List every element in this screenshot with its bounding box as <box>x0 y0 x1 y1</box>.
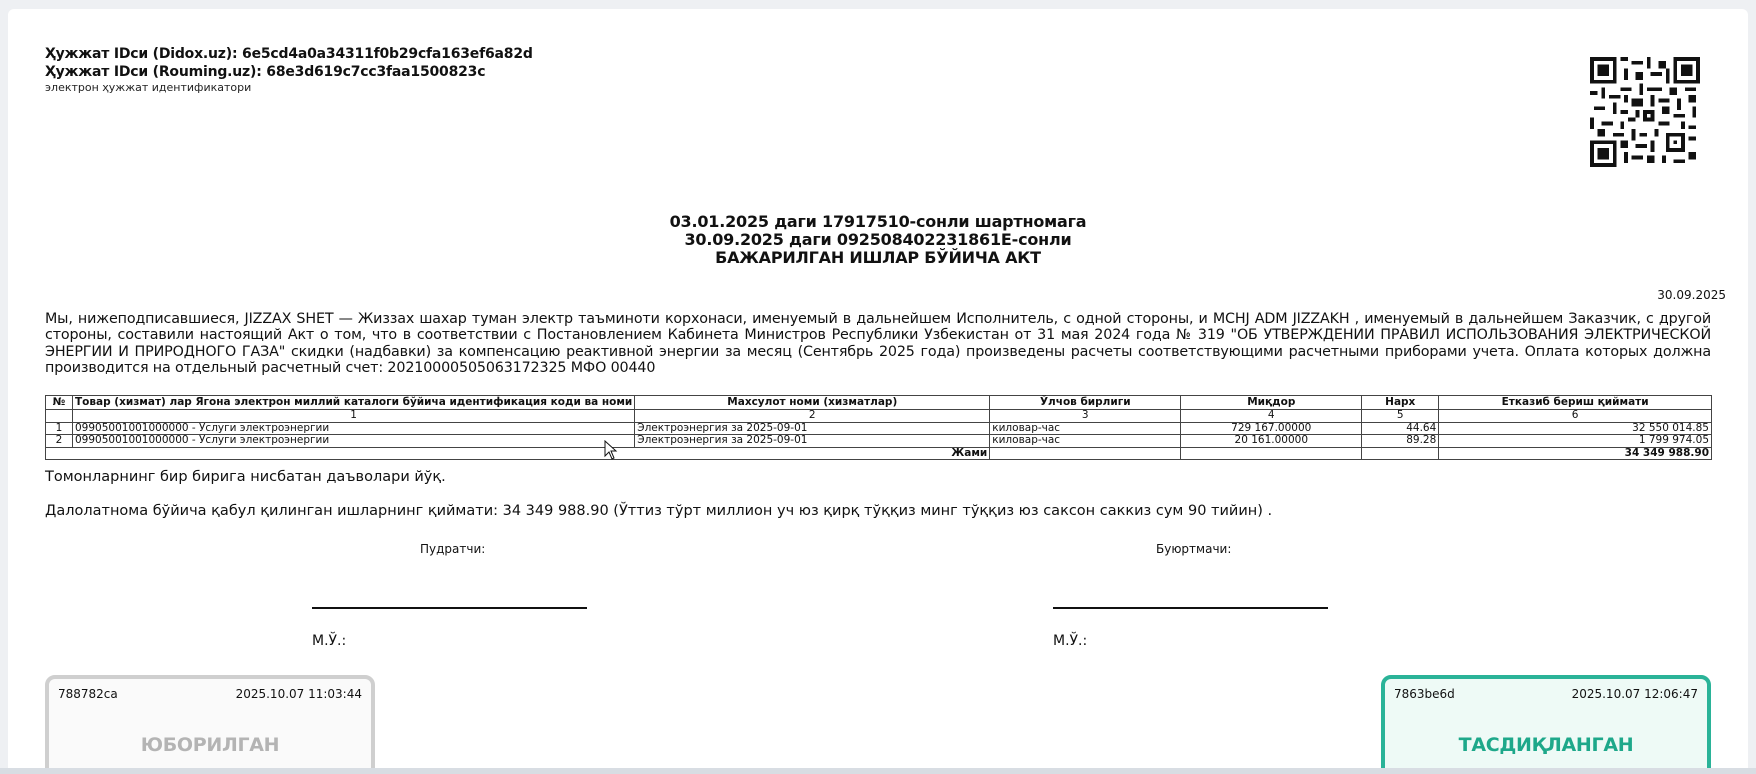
col-header-qty: Миқдор <box>1181 396 1362 410</box>
row-price: 89.28 <box>1362 435 1439 448</box>
col-header-price: Нарх <box>1362 396 1439 410</box>
approved-stamp-timestamp: 2025.10.07 12:06:47 <box>1571 687 1698 701</box>
table-row <box>46 435 1712 448</box>
customer-label: Буюртмачи: <box>1156 542 1232 556</box>
document-title <box>8 213 1748 267</box>
approved-stamp <box>1381 675 1711 774</box>
amount-statement: Далолатнома бўйича қабул қилинган ишларнинг қиймати: 34 349 988.90 (Ўттиз тўрт миллион уч юз қирқ тўққиз минг тўққиз юз саксон саккиз сум 90 тийин) . <box>45 503 1273 519</box>
table-header-row <box>46 396 1712 410</box>
total-empty-cell <box>1181 447 1362 460</box>
didox-id: Ҳужжат IDси (Didox.uz): 6e5cd4a0a34311f0b29cfa163ef6a82d <box>45 46 533 62</box>
title-line-1: 03.01.2025 даги 17917510-сонли шартномага <box>669 212 1087 231</box>
customer-signature-line <box>1053 607 1328 609</box>
document-page <box>8 9 1748 774</box>
row-product-name: Электроэнергия за 2025-09-01 <box>635 422 990 435</box>
items-table <box>45 395 1712 460</box>
contractor-stamp-label: М.Ў.: <box>312 633 347 649</box>
row-product-name: Электроэнергия за 2025-09-01 <box>635 435 990 448</box>
col-number: 3 <box>990 410 1181 423</box>
row-no: 2 <box>46 435 73 448</box>
col-header-unit: Ўлчов бирлиги <box>990 396 1181 410</box>
col-number: 6 <box>1439 410 1712 423</box>
approved-stamp-code: 7863be6d <box>1394 687 1455 701</box>
col-header-no: № <box>46 396 73 410</box>
col-number <box>46 410 73 423</box>
table-total-row <box>46 447 1712 460</box>
total-empty-cell <box>1362 447 1439 460</box>
table-row <box>46 422 1712 435</box>
contractor-label: Пудратчи: <box>420 542 486 556</box>
id-caption: электрон ҳужжат идентификатори <box>45 81 252 94</box>
row-no: 1 <box>46 422 73 435</box>
row-unit: киловар-час <box>990 422 1181 435</box>
col-number: 1 <box>73 410 635 423</box>
row-unit: киловар-час <box>990 435 1181 448</box>
col-number: 4 <box>1181 410 1362 423</box>
col-header-total: Етказиб бериш қиймати <box>1439 396 1712 410</box>
row-quantity: 20 161.00000 <box>1181 435 1362 448</box>
mouse-cursor-icon <box>604 440 618 460</box>
document-date: 30.09.2025 <box>1657 288 1726 302</box>
approved-stamp-status: ТАСДИҚЛАНГАН <box>1458 734 1634 756</box>
sent-stamp <box>45 675 375 774</box>
sent-stamp-status: ЮБОРИЛГАН <box>140 734 280 756</box>
table-number-row <box>46 410 1712 423</box>
title-line-2: 30.09.2025 даги 09250840223186​1E-сонли <box>684 230 1072 249</box>
col-number: 5 <box>1362 410 1439 423</box>
row-code: 09905001001000000 - Услуги электроэнергии <box>73 435 635 448</box>
sent-stamp-timestamp: 2025.10.07 11:03:44 <box>235 687 362 701</box>
col-number: 2 <box>635 410 990 423</box>
row-total: 1 799 974.05 <box>1439 435 1712 448</box>
intro-paragraph: Мы, нижеподписавшиеся, JIZZAX SHET — Жиззах шахар туман электр таъминоти корхонаси, именуемый в дальнейшем Исполнитель, с одной стороны, и MCHJ ADM JIZZAKH , именуемый в дальнейшем Заказчик, с другой стороны, составили настоящий Акт о том, что в соответствии с Постановлением Кабинета Министров Республики Узбекистан от 31 мая 2024 года № 319 "ОБ УТВЕРЖДЕНИИ ПРАВИЛ ИСПОЛЬЗОВАНИЯ ЭЛЕКТРИЧЕСКОЙ ЭНЕРГИИ И ПРИРОДНОГО ГАЗА" скидки (надбавки) за компенсацию реактивной энергии за месяц (Сентябрь 2025 года) произведены расчеты соответствующими расчетными приборами учета. Оплата которых должна производится на отдельный расчетный счет: 20210000505063172325 МФО 00440 <box>45 311 1711 376</box>
col-header-code: Товар (хизмат) лар Ягона электрон миллий каталоги бўйича идентификация коди ва номи <box>73 396 635 410</box>
row-price: 44.64 <box>1362 422 1439 435</box>
row-quantity: 729 167.00000 <box>1181 422 1362 435</box>
total-label: Жами <box>46 447 990 460</box>
qr-code <box>1590 57 1700 167</box>
col-header-name: Махсулот номи (хизматлар) <box>635 396 990 410</box>
row-total: 32 550 014.85 <box>1439 422 1712 435</box>
title-line-3: БАЖАРИЛГАН ИШЛАР БЎЙИЧА АКТ <box>715 248 1041 267</box>
row-code: 09905001001000000 - Услуги электроэнергии <box>73 422 635 435</box>
sent-stamp-code: 788782ca <box>58 687 118 701</box>
horizontal-scrollbar[interactable] <box>0 768 1756 774</box>
document-ids <box>45 45 533 95</box>
total-empty-cell <box>990 447 1181 460</box>
total-value: 34 349 988.90 <box>1439 447 1712 460</box>
rouming-id: Ҳужжат IDси (Rouming.uz): 68e3d619c7cc3faa1500823c <box>45 64 486 80</box>
contractor-signature-line <box>312 607 587 609</box>
customer-stamp-label: М.Ў.: <box>1053 633 1088 649</box>
claims-statement: Томонларнинг бир бирига нисбатан даъволари йўқ. <box>45 469 446 485</box>
